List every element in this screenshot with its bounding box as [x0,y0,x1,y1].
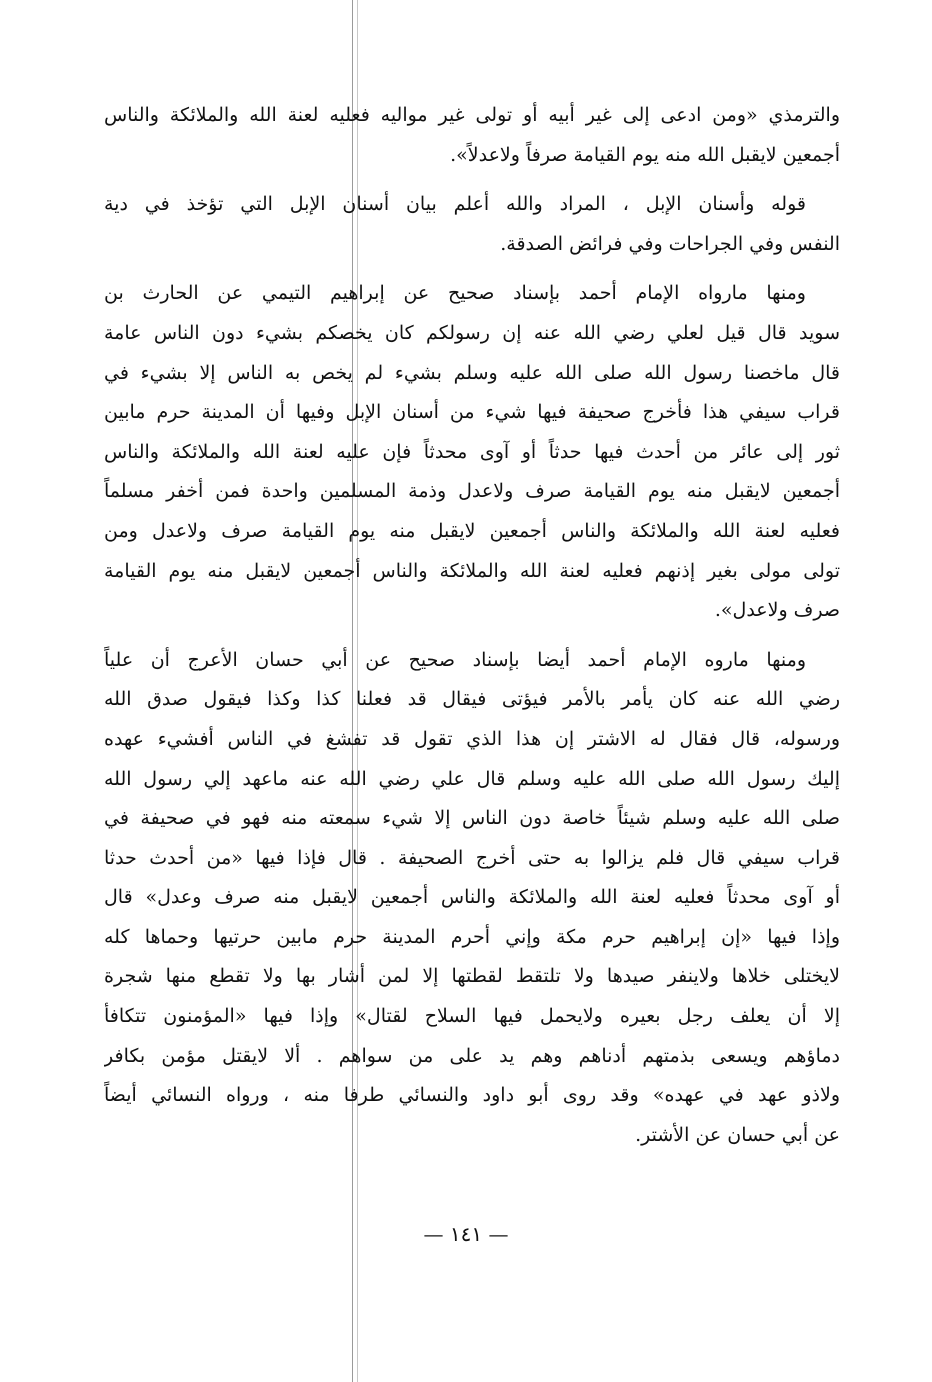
text-line: صرف ولاعدل». [714,599,840,622]
text-line: قوله وأسنان الإبل ، المراد والله أعلم بيان أسنان الإبل التي تؤخذ في دية [104,193,806,216]
text-line: ومنها مارواه الإمام أحمد بإسناد صحيح عن إبراهيم التيمي عن الحارث بن [104,282,806,305]
text-line: فعليه لعنة الله والملائكة والناس أجمعين لايقبل منه يوم القيامة صرف ولاعدل ومن [104,519,840,542]
text-line: ومنها ماروه الإمام أحمد أيضا بإسناد صحيح عن أبي حسان الأعرج أن علياً [104,648,806,671]
text-line: سويد قال قيل لعلي رضي الله عنه إن رسولكم كان يخصكم بشيء دون الناس عامة [104,321,840,344]
text-line: ثور إلى عائر من أحدث فيها حدثاً أو آوى محدثاً فإن عليه لعنة الله والملائكة والناس [104,440,840,463]
text-line: وإذا فيها «إن إبراهيم حرم مكة وإني أحرم المدينة حرم مابين حرتيها وحماها كله [104,925,840,948]
text-line: أو آوى محدثاً فعليه لعنة الله والملائكة والناس أجمعين لايقبل منه صرف وعدل» قال [104,886,840,909]
text-line: قراب سيفي هذا فأخرج صحيفة فيها شيء من أسنان الإبل وفيها أن المدينة حرم مابين [104,401,840,424]
text-line: أجمعين لايقبل الله منه يوم القيامة صرفاً ولاعدلاً». [450,143,840,166]
paragraph-gap [104,631,840,641]
text-line: ورسوله، قال فقال له الاشتر إن هذا الذي تقول قد تفشغ في الناس أفشيء عهده [104,727,840,750]
text-line: عن أبي حسان عن الأشتر. [635,1123,840,1146]
text-line: صلى الله عليه وسلم شيئاً خاصة دون الناس إلا شيء سمعته منه فهو في صحيفة في [104,807,840,830]
text-line: تولى مولى بغير إذنهم فعليه لعنة الله والملائكة والناس أجمعين لايقبل منه يوم القيامة [104,559,840,582]
page-number: — ١٤١ — [423,1222,509,1246]
text-line: رضي الله عنه كان يأمر بالأمر فيؤتى فيقال قد فعلنا كذا وكذا فيقول صدق الله [104,688,840,711]
text-line: أجمعين لايقبل منه يوم القيامة صرف ولاعدل وذمة المسلمين واحدة فمن أخفر مسلماً [104,480,840,503]
text-line: دماؤهم ويسعى بذمتهم أدناهم وهم يد على من سواهم . ألا لايقتل مؤمن بكافر [104,1044,840,1067]
text-line: قال ماخصنا رسول الله صلى الله عليه وسلم بشيء لم يخص به الناس إلا بشيء في [104,361,840,384]
page-body-text [104,96,840,1155]
text-line: لايختلى خلاها ولاينفر صيدها ولا تلتقط لقطتها إلا لمن أشار بها ولا تقطع منها شجرة [104,965,840,988]
text-line: النفس وفي الجراحات وفي فرائض الصدقة. [500,232,840,255]
text-line: والترمذي «ومن ادعى إلى غير أبيه أو تولى غير مواليه فعليه لعنة الله والملائكة والناس [104,104,840,126]
text-line: ولاذو عهد في عهده» وقد روى أبو داود والنسائي طرفا منه ، ورواه النسائي أيضاً [104,1084,840,1107]
text-line: إليك رسول الله صلى الله عليه وسلم قال علي رضي الله عنه ماعهد إلي رسول الله [104,767,840,790]
paragraph-gap [104,175,840,185]
text-line: إلا أن يعلف رجل بعيره ولايحمل فيها السلاح لقتال» وإذا فيها «المؤمنون تتكافأ [104,1005,840,1028]
text-line: قراب سيفي قال فلم يزالوا به حتى أخرج الصحيفة . قال فإذا فيها «من أحدث حدثا [104,846,840,869]
paragraph-gap [104,264,840,274]
